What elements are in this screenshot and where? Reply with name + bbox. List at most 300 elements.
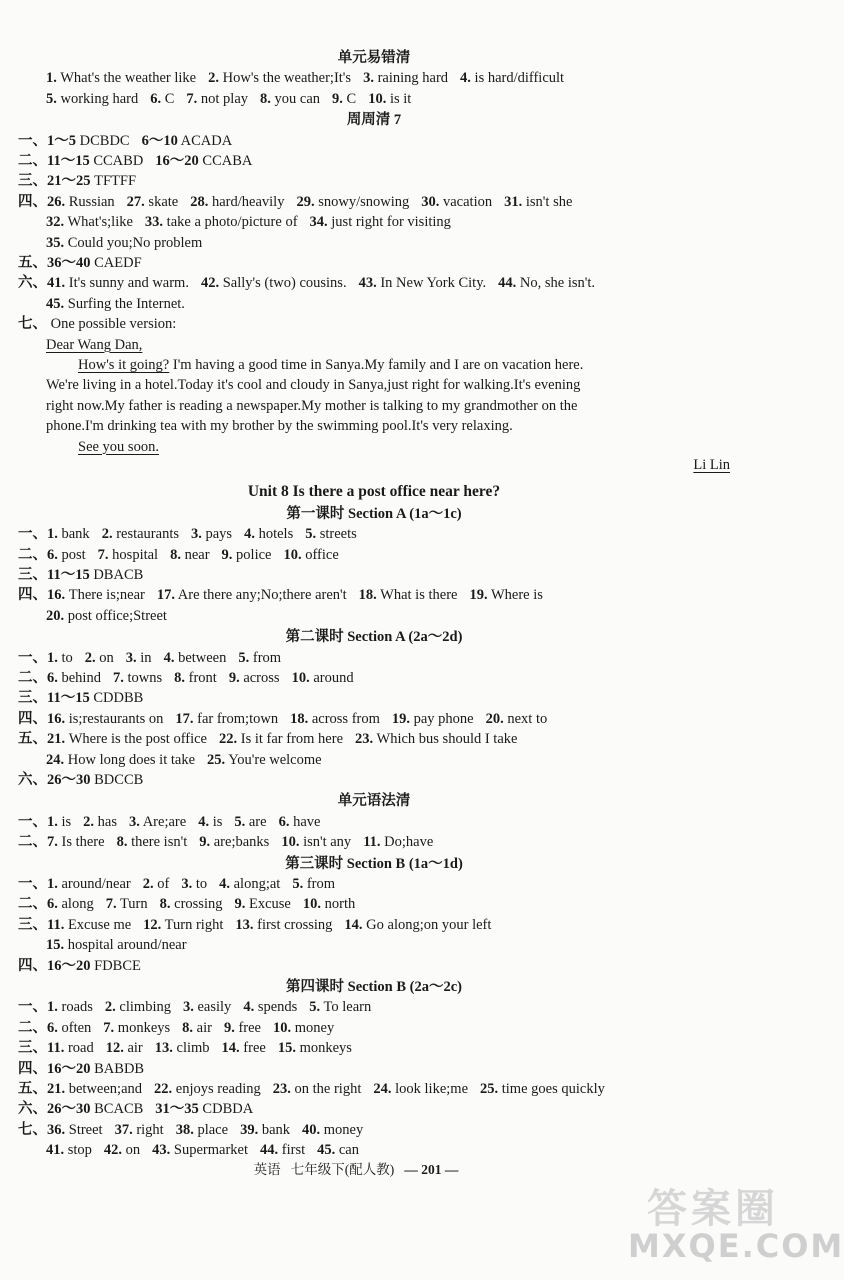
item-number: 8.: [116, 834, 128, 851]
answer-item: [18, 547, 86, 563]
item-answer: look like;me: [391, 1081, 468, 1097]
answer-item: [207, 752, 322, 768]
item-answer: easily: [193, 999, 232, 1016]
item-number: 三、11.: [18, 916, 65, 933]
answer-line: [18, 832, 445, 852]
answer-line: [18, 1018, 346, 1038]
answer-item: [359, 275, 487, 291]
item-number: 10.: [291, 670, 310, 686]
item-answer: roads: [57, 999, 93, 1016]
item-answer: Are there any;No;there aren't: [174, 587, 347, 604]
answer-line: [46, 935, 199, 955]
item-number: 23.: [272, 1081, 291, 1097]
answer-item: [18, 917, 131, 933]
item-number: 44.: [260, 1142, 279, 1159]
item-answer: on: [95, 649, 114, 666]
item-number: 8.: [159, 896, 171, 913]
item-number: 4.: [244, 526, 255, 543]
item-number: 二、6.: [18, 670, 58, 686]
answer-item: [46, 608, 167, 624]
answer-item: [302, 1122, 363, 1138]
item-number: 9.: [199, 834, 211, 851]
answer-item: [106, 896, 148, 912]
item-answer: has: [94, 813, 118, 830]
answer-item: [106, 1040, 143, 1056]
answer-item: [18, 1020, 91, 1036]
item-number: 23.: [355, 731, 374, 748]
item-number: 三、11.: [18, 1040, 65, 1057]
item-answer: vacation: [439, 193, 493, 210]
item-answer: In New York City.: [376, 275, 487, 292]
item-number: 10.: [368, 90, 387, 107]
answer-item: [18, 1061, 144, 1077]
letter-body-line: We're living in a hotel.Today it's cool and cloudy in Sanya,just right for walking.It's evening: [46, 377, 581, 394]
item-number: 9.: [228, 670, 240, 686]
item-answer: Go along;on your left: [362, 916, 492, 933]
item-number: 四、16.: [18, 587, 66, 604]
answer-item: [117, 834, 188, 850]
item-answer: CCABA: [198, 153, 253, 169]
answer-item: [504, 194, 572, 210]
answer-item: [18, 316, 176, 332]
answer-line: [46, 68, 576, 88]
section-heading: 周周清 7: [346, 112, 402, 129]
answer-item: [154, 1081, 261, 1097]
item-number: 42.: [103, 1142, 123, 1159]
answer-item: [392, 711, 474, 727]
answer-item: [480, 1081, 605, 1097]
answer-item: [113, 670, 162, 686]
answer-line: [18, 812, 332, 832]
item-answer: between;and: [65, 1081, 143, 1097]
item-number: 30.: [421, 193, 440, 210]
answer-line: [18, 1059, 156, 1079]
item-number: 7.: [97, 546, 109, 563]
item-number: 2.: [83, 813, 95, 830]
item-answer: FDBCE: [90, 957, 141, 974]
item-number: 一、1.: [18, 876, 58, 892]
answer-item: [190, 194, 284, 210]
answer-line: [18, 894, 367, 914]
item-answer: is: [209, 813, 223, 830]
answer-item: [201, 275, 347, 291]
item-answer: stop: [64, 1142, 92, 1159]
letter-greeting: Dear Wang Dan,: [46, 336, 143, 353]
item-answer: office: [301, 546, 339, 563]
answer-item: [18, 690, 143, 706]
answer-item: [244, 526, 293, 542]
item-number: 3.: [191, 526, 202, 543]
item-number: 42.: [200, 275, 220, 292]
item-number: 15.: [46, 937, 65, 954]
item-number: 二、6.: [18, 896, 58, 913]
item-number: 一、1.: [18, 813, 58, 830]
item-number: 20.: [46, 607, 65, 624]
item-number: 40.: [302, 1121, 321, 1138]
answer-item: [278, 1040, 352, 1056]
answer-item: [234, 814, 266, 830]
item-answer: To learn: [320, 999, 372, 1016]
item-number: 4.: [198, 813, 210, 830]
item-answer: ACADA: [177, 132, 233, 149]
item-answer: from: [249, 649, 282, 666]
item-number: 3.: [125, 649, 137, 666]
item-number: 22.: [219, 731, 238, 748]
answer-item: [150, 91, 174, 107]
letter-body-line: phone.I'm drinking tea with my brother by the swimming pool.It's very relaxing.: [46, 418, 513, 435]
item-answer: can: [335, 1142, 359, 1159]
section-heading: 第二课时 Section A (2a～2d): [285, 629, 463, 646]
item-number: 五、36～40: [18, 255, 91, 271]
answer-item: [290, 711, 380, 727]
item-answer: are: [245, 813, 267, 830]
footer-subject: 英语: [253, 1162, 281, 1177]
item-answer: isn't she: [522, 193, 573, 210]
answer-item: [170, 547, 209, 563]
item-number: 29.: [296, 193, 315, 210]
page-number: — 201 —: [404, 1162, 459, 1177]
item-answer: enjoys reading: [172, 1081, 261, 1097]
answer-line: [46, 233, 214, 253]
answer-item: [164, 650, 227, 666]
answer-item: [260, 1142, 305, 1158]
answer-item: [46, 296, 185, 312]
answer-item: [46, 235, 202, 251]
item-number: 一、1.: [18, 649, 58, 666]
answer-line: [18, 273, 607, 293]
item-answer: Sally's (two) cousins.: [219, 275, 347, 292]
answer-line: [18, 545, 351, 565]
item-answer: Supermarket: [170, 1142, 249, 1159]
item-number: 四、26.: [18, 193, 66, 210]
answer-item: [199, 834, 269, 850]
item-number: 四、16.: [18, 710, 66, 727]
item-answer: around: [309, 670, 354, 686]
item-number: 33.: [144, 214, 164, 231]
section-heading: 单元语法清: [337, 793, 411, 810]
item-answer: No, she isn't.: [516, 275, 596, 292]
item-number: 三、11～15: [18, 567, 90, 583]
item-number: 3.: [182, 999, 194, 1016]
answer-item: [103, 1020, 170, 1036]
item-answer: C: [342, 90, 357, 107]
item-number: 三、21～25: [18, 173, 91, 190]
item-number: 二、11～15: [18, 153, 90, 169]
item-answer: One possible version:: [47, 316, 177, 333]
item-answer: It's sunny and warm.: [65, 275, 189, 292]
item-number: 3.: [363, 70, 374, 87]
item-answer: is it: [386, 90, 412, 107]
item-number: 8.: [182, 1019, 194, 1036]
answer-item: [129, 814, 186, 830]
item-number: 10.: [281, 834, 300, 851]
item-number: 6.: [278, 813, 290, 830]
answer-item: [235, 917, 332, 933]
answer-item: [18, 153, 143, 169]
item-number: 7.: [103, 1019, 115, 1036]
item-number: 13.: [235, 916, 254, 933]
item-answer: isn't any: [299, 834, 352, 851]
answer-item: [355, 731, 517, 747]
item-number: 1.: [46, 70, 57, 87]
answer-item: [18, 587, 145, 603]
answer-item: [183, 999, 231, 1015]
item-answer: How's the weather;It's: [219, 70, 352, 87]
letter-text: I'm having a good time in Sanya.My family and I are on vacation here.: [169, 357, 584, 373]
item-answer: DCBDC: [76, 132, 130, 149]
item-number: 五、21.: [18, 1081, 66, 1097]
item-number: 43.: [152, 1142, 171, 1159]
item-answer: far from;town: [193, 710, 279, 727]
item-number: 9.: [332, 90, 343, 107]
item-answer: monkeys: [114, 1019, 171, 1036]
item-number: 22.: [154, 1081, 173, 1097]
item-answer: BDCCB: [90, 772, 144, 788]
answer-item: [363, 70, 448, 86]
item-answer: TFTFF: [90, 173, 137, 190]
item-answer: Where is: [487, 587, 543, 604]
item-answer: have: [289, 813, 321, 830]
item-answer: climb: [172, 1040, 210, 1057]
answer-item: [18, 1040, 94, 1056]
answer-item: [145, 214, 298, 230]
item-number: 四、16～20: [18, 1060, 91, 1077]
answer-item: [260, 91, 320, 107]
answer-item: [18, 650, 73, 666]
answer-line: [18, 688, 155, 708]
item-answer: DBACB: [89, 567, 144, 583]
item-answer: bank: [57, 526, 90, 543]
item-number: 25.: [480, 1081, 499, 1097]
answer-item: [310, 214, 451, 230]
answer-item: [281, 834, 351, 850]
answer-item: [191, 526, 232, 542]
answer-item: [363, 834, 433, 850]
answer-item: [157, 587, 347, 603]
item-answer: around/near: [57, 876, 131, 892]
answer-item: [142, 133, 233, 149]
item-answer: Is it far from here: [237, 731, 344, 748]
item-answer: Where is the post office: [65, 731, 207, 748]
answer-item: [155, 1101, 253, 1117]
item-number: 5.: [238, 649, 250, 666]
item-answer: is hard/difficult: [470, 70, 565, 87]
answer-item: [155, 153, 252, 169]
answer-item: [18, 133, 130, 149]
letter-signature: Li Lin: [693, 457, 730, 473]
item-answer: Are;are: [139, 813, 187, 830]
item-answer: on: [122, 1142, 141, 1159]
answer-item: [176, 1122, 228, 1138]
answer-item: [18, 896, 94, 912]
item-number: 5.: [309, 999, 321, 1016]
item-answer: Russian: [65, 193, 115, 210]
item-number: 35.: [46, 234, 65, 251]
answer-line: [18, 253, 154, 273]
answer-item: [368, 91, 411, 107]
answer-item: [303, 896, 355, 912]
item-answer: crossing: [170, 896, 223, 913]
answer-line: [46, 750, 334, 770]
item-number: 2.: [84, 649, 96, 666]
answer-item: [219, 731, 343, 747]
answer-item: [332, 91, 356, 107]
watermark-title: 答案圈: [647, 1186, 779, 1232]
item-number: 10.: [272, 1019, 292, 1036]
answer-item: [18, 814, 71, 830]
item-answer: CDDBB: [89, 690, 144, 707]
answer-line: [18, 1099, 265, 1119]
answer-item: [174, 670, 217, 686]
answer-item: [18, 275, 189, 291]
answer-item: [240, 1122, 290, 1138]
item-answer: is: [57, 813, 72, 830]
answer-line: [18, 956, 153, 976]
item-answer: There is;near: [65, 587, 145, 604]
watermark-logo: [628, 1177, 844, 1272]
item-answer: road: [64, 1040, 94, 1057]
answer-item: [296, 194, 409, 210]
item-answer: post office;Street: [64, 607, 167, 624]
item-number: 五、21.: [18, 731, 66, 748]
item-answer: monkeys: [295, 1040, 352, 1057]
item-number: 2.: [104, 999, 116, 1016]
item-answer: along;at: [230, 876, 281, 892]
item-number: 七、: [18, 316, 47, 333]
item-number: 六、26～30: [18, 772, 91, 788]
answer-item: [18, 711, 163, 727]
answer-line: [18, 171, 148, 191]
item-answer: first crossing: [253, 916, 333, 933]
answer-item: [273, 1020, 334, 1036]
item-answer: of: [153, 876, 170, 892]
answer-item: [18, 526, 90, 542]
item-answer: north: [320, 896, 356, 913]
item-answer: just right for visiting: [327, 214, 451, 231]
item-number: 9.: [221, 546, 233, 563]
item-answer: on the right: [290, 1081, 362, 1097]
item-number: 13.: [154, 1040, 173, 1057]
item-answer: free: [239, 1040, 266, 1057]
item-answer: to: [57, 649, 73, 666]
answer-item: [224, 1020, 261, 1036]
answer-item: [208, 70, 351, 86]
item-number: 32.: [46, 214, 65, 231]
item-number: 20.: [485, 710, 504, 727]
answer-item: [243, 999, 297, 1015]
answer-line: [18, 151, 264, 171]
item-number: 二、7.: [18, 834, 58, 851]
item-answer: take a photo/picture of: [163, 214, 298, 231]
answer-line: [18, 1079, 617, 1099]
item-answer: CDBDA: [198, 1101, 254, 1118]
item-number: 16～20: [155, 153, 199, 169]
item-answer: near: [180, 546, 210, 563]
page-footer: [0, 1160, 712, 1180]
answer-item: [359, 587, 458, 603]
item-number: 17.: [175, 710, 194, 727]
unit-title: Unit 8 Is there a post office near here?: [247, 483, 501, 501]
answer-item: [18, 834, 105, 850]
answer-item: [222, 1040, 266, 1056]
answer-line: [18, 1038, 364, 1058]
answer-line: [18, 585, 555, 605]
answer-line: [18, 1120, 375, 1140]
item-answer: CCABD: [89, 153, 144, 169]
item-number: 15.: [277, 1040, 296, 1057]
item-number: 28.: [190, 193, 209, 210]
answer-line: [18, 648, 293, 668]
answer-item: [104, 1142, 140, 1158]
item-number: 3.: [129, 813, 140, 830]
answer-item: [18, 731, 207, 747]
item-answer: streets: [316, 526, 357, 543]
item-number: 19.: [469, 587, 488, 604]
item-number: 7.: [186, 90, 198, 107]
item-answer: between: [174, 649, 227, 666]
answer-item: [46, 937, 187, 953]
answer-item: [18, 1081, 142, 1097]
item-answer: restaurants: [112, 526, 179, 543]
item-number: 2.: [208, 70, 219, 87]
item-answer: across: [239, 670, 280, 686]
section-heading: 单元易错清: [337, 50, 411, 66]
item-number: 二、6.: [18, 546, 58, 563]
item-number: 六、26～30: [18, 1101, 91, 1118]
item-number: 18.: [358, 587, 377, 604]
item-answer: first: [278, 1142, 306, 1159]
item-answer: Surfing the Internet.: [64, 295, 185, 312]
item-answer: there isn't: [127, 834, 188, 851]
item-answer: Excuse: [245, 896, 291, 913]
answer-item: [105, 999, 171, 1015]
answer-item: [18, 255, 142, 271]
item-number: 19.: [391, 710, 410, 727]
item-answer: air: [123, 1040, 143, 1057]
item-number: 4.: [460, 70, 471, 87]
item-number: 5.: [305, 526, 317, 543]
answer-line: [46, 606, 179, 626]
item-answer: hospital: [108, 546, 159, 563]
answer-item: [229, 670, 280, 686]
answer-item: [175, 711, 278, 727]
item-answer: free: [234, 1019, 261, 1036]
answer-line: [18, 131, 244, 151]
answer-item: [18, 772, 143, 788]
answer-item: [46, 70, 196, 86]
item-number: 6.: [150, 90, 162, 107]
item-number: 43.: [358, 275, 377, 292]
answer-item: [469, 587, 542, 603]
answer-item: [219, 876, 280, 892]
footer-grade: 七年级下(配人教): [290, 1162, 395, 1177]
item-number: 4.: [219, 876, 230, 892]
item-answer: you can: [270, 90, 321, 107]
item-answer: Turn: [116, 896, 148, 913]
answer-item: [152, 1142, 248, 1158]
item-number: 2.: [101, 526, 113, 543]
item-number: 12.: [105, 1040, 124, 1057]
item-answer: money: [320, 1121, 364, 1138]
answer-item: [46, 214, 133, 230]
item-answer: in: [136, 649, 152, 666]
letter-opening: How's it going?: [78, 357, 170, 373]
item-answer: climbing: [115, 999, 171, 1016]
answer-line: [46, 294, 197, 314]
item-number: 4.: [243, 999, 255, 1016]
answer-line: [18, 192, 584, 212]
answer-item: [238, 650, 281, 666]
